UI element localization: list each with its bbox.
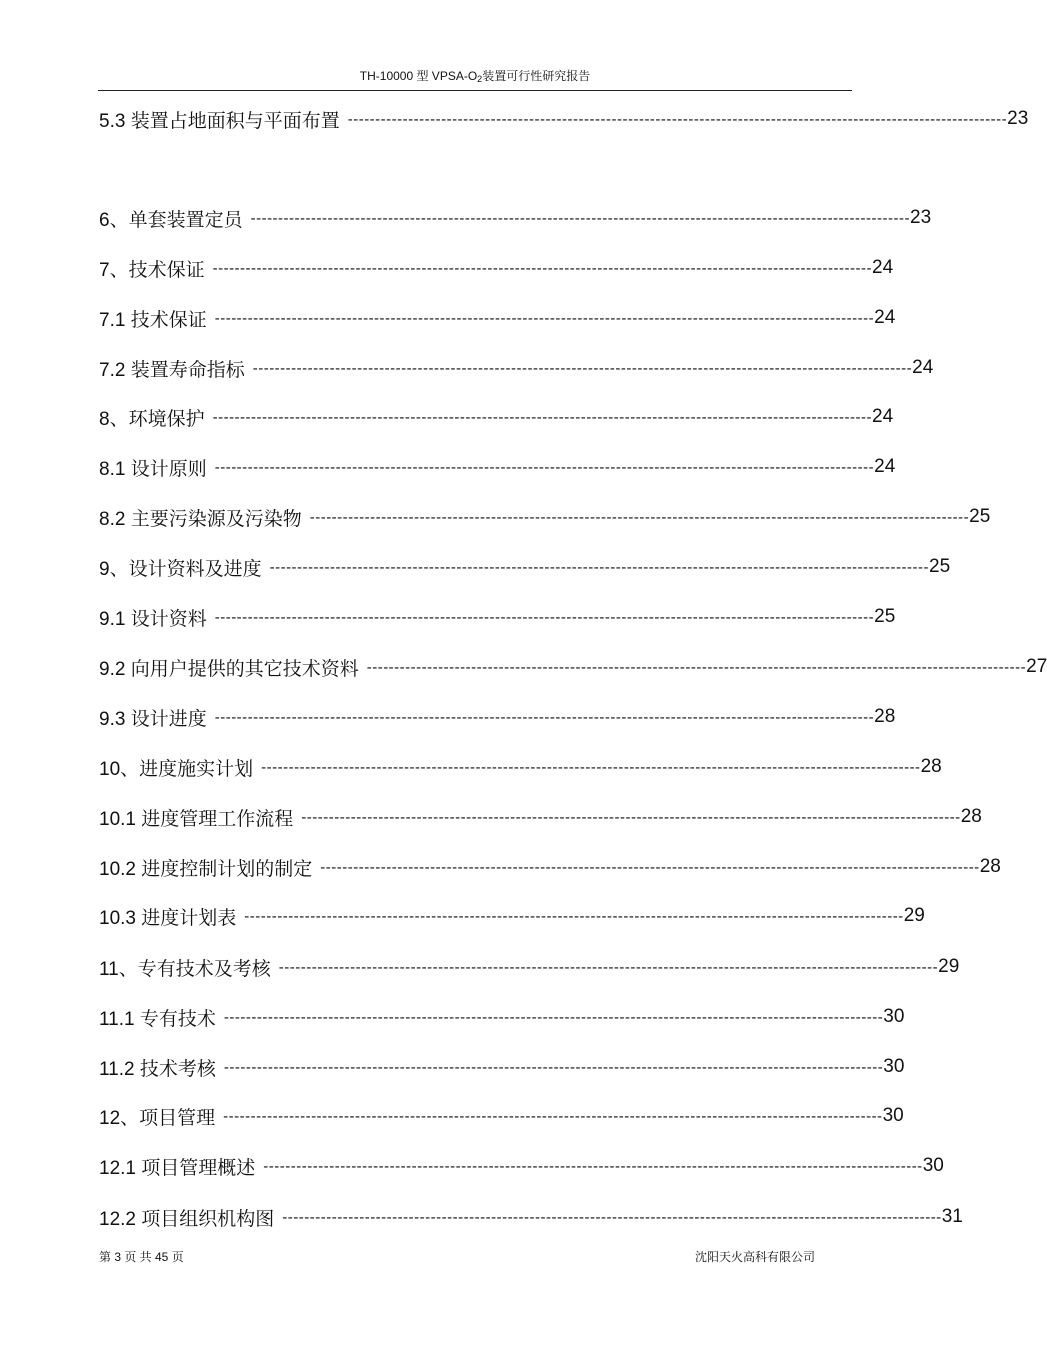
toc-entry-title: 12.2 项目组织机构图 — [99, 1208, 275, 1230]
toc-entry-title: 6、单套装置定员 — [99, 209, 243, 231]
toc-entry-title: 9.3 设计进度 — [99, 708, 207, 730]
toc-entry-title: 8、环境保护 — [99, 408, 205, 430]
toc-entry-page: 29 — [938, 956, 960, 977]
toc-entry-page: 24 — [912, 357, 934, 378]
footer-page-info: 第 3 页 共 45 页 — [99, 1250, 184, 1264]
toc-dot-leader: ------------------------------------------------------------------------------------------------------------------------ — [214, 309, 875, 327]
toc-entry-title: 8.1 设计原则 — [99, 458, 207, 480]
toc-dot-leader: ------------------------------------------------------------------------------------------------------------------------ — [212, 408, 872, 426]
toc-entry-5-3[interactable] — [99, 105, 1029, 133]
toc-entry-title: 7.2 装置寿命指标 — [99, 359, 245, 381]
toc-entry-page: 28 — [960, 806, 982, 827]
toc-entry-12-2[interactable] — [99, 1203, 963, 1231]
table-of-contents — [99, 0, 1047, 1260]
toc-entry-10-3[interactable] — [99, 902, 925, 930]
toc-entry-title: 11、专有技术及考核 — [99, 958, 271, 980]
toc-dot-leader: ------------------------------------------------------------------------------------------------------------------------ — [263, 1157, 923, 1175]
toc-dot-leader: ------------------------------------------------------------------------------------------------------------------------ — [252, 359, 913, 377]
header-title-prefix: TH-10000 型 VPSA-O — [359, 69, 478, 83]
toc-dot-leader: ------------------------------------------------------------------------------------------------------------------------ — [244, 907, 904, 925]
header-title-suffix: 装置可行性研究报告 — [482, 69, 591, 83]
toc-entry-title: 12、项目管理 — [99, 1107, 216, 1129]
toc-entry-page: 30 — [883, 1006, 905, 1027]
toc-entry-title: 11.2 技术考核 — [99, 1058, 216, 1080]
toc-dot-leader: ------------------------------------------------------------------------------------------------------------------------ — [250, 209, 910, 227]
toc-entry-page: 25 — [929, 556, 951, 577]
toc-dot-leader: ------------------------------------------------------------------------------------------------------------------------ — [223, 1058, 884, 1076]
toc-entry-11-2[interactable] — [99, 1053, 905, 1081]
toc-dot-leader: ------------------------------------------------------------------------------------------------------------------------ — [366, 658, 1027, 676]
toc-entry-title: 5.3 装置占地面积与平面布置 — [99, 110, 340, 132]
toc-entry-title: 9.2 向用户提供的其它技术资料 — [99, 658, 359, 680]
toc-entry-page: 31 — [941, 1206, 963, 1227]
toc-entry-title: 10.1 进度管理工作流程 — [99, 808, 294, 830]
toc-dot-leader: ------------------------------------------------------------------------------------------------------------------------ — [269, 558, 929, 576]
toc-entry-9-3[interactable] — [99, 703, 896, 731]
toc-entry-title: 7.1 技术保证 — [99, 309, 207, 331]
toc-entry-page: 30 — [882, 1105, 904, 1126]
toc-entry-title: 7、技术保证 — [99, 259, 205, 281]
toc-entry-title: 12.1 项目管理概述 — [99, 1157, 256, 1179]
toc-entry-8-1[interactable] — [99, 453, 896, 481]
toc-entry-6[interactable] — [99, 204, 932, 232]
toc-entry-11-1[interactable] — [99, 1003, 905, 1031]
toc-entry-9[interactable] — [99, 553, 951, 581]
toc-entry-7-2[interactable] — [99, 354, 934, 382]
toc-entry-page: 30 — [922, 1155, 944, 1176]
toc-entry-10-1[interactable] — [99, 803, 982, 831]
toc-entry-7-1[interactable] — [99, 304, 896, 332]
toc-entry-page: 29 — [903, 905, 925, 926]
toc-entry-title: 10、进度施实计划 — [99, 758, 254, 780]
toc-entry-page: 24 — [874, 456, 896, 477]
toc-entry-page: 25 — [969, 506, 991, 527]
toc-entry-11[interactable] — [99, 953, 960, 981]
toc-dot-leader: ------------------------------------------------------------------------------------------------------------------------ — [214, 458, 875, 476]
toc-entry-page: 24 — [874, 307, 896, 328]
toc-entry-7[interactable] — [99, 254, 894, 282]
toc-entry-10-2[interactable] — [99, 853, 1001, 881]
toc-entry-8[interactable] — [99, 403, 894, 431]
toc-entry-title: 10.3 进度计划表 — [99, 907, 237, 929]
toc-entry-9-1[interactable] — [99, 603, 896, 631]
toc-entry-page: 30 — [883, 1056, 905, 1077]
toc-entry-10[interactable] — [99, 753, 942, 781]
toc-entry-12-1[interactable] — [99, 1152, 944, 1180]
footer-company: 沈阳天火高科有限公司 — [694, 1250, 815, 1264]
toc-dot-leader: ------------------------------------------------------------------------------------------------------------------------ — [301, 808, 961, 826]
toc-entry-title: 8.2 主要污染源及污染物 — [99, 508, 302, 530]
toc-entry-title: 11.1 专有技术 — [99, 1008, 216, 1030]
toc-dot-leader: ------------------------------------------------------------------------------------------------------------------------ — [214, 608, 875, 626]
toc-dot-leader: ------------------------------------------------------------------------------------------------------------------------ — [320, 858, 980, 876]
toc-entry-page: 23 — [1007, 108, 1029, 129]
toc-entry-page: 25 — [874, 606, 896, 627]
toc-entry-12[interactable] — [99, 1102, 904, 1130]
toc-entry-page: 28 — [979, 856, 1001, 877]
toc-entry-page: 27 — [1026, 656, 1047, 677]
toc-dot-leader: ------------------------------------------------------------------------------------------------------------------------ — [278, 958, 939, 976]
header-title-subscript: 2 — [477, 74, 483, 84]
toc-dot-leader: ------------------------------------------------------------------------------------------------------------------------ — [282, 1208, 942, 1226]
toc-entry-page: 23 — [910, 207, 932, 228]
toc-entry-8-2[interactable] — [99, 503, 991, 531]
toc-dot-leader: ------------------------------------------------------------------------------------------------------------------------ — [214, 708, 875, 726]
toc-dot-leader: ------------------------------------------------------------------------------------------------------------------------ — [309, 508, 970, 526]
toc-entry-page: 28 — [920, 756, 942, 777]
toc-dot-leader: ------------------------------------------------------------------------------------------------------------------------ — [223, 1008, 884, 1026]
toc-dot-leader: ------------------------------------------------------------------------------------------------------------------------ — [223, 1107, 883, 1125]
toc-entry-title: 9.1 设计资料 — [99, 608, 207, 630]
toc-dot-leader: ------------------------------------------------------------------------------------------------------------------------ — [261, 758, 921, 776]
toc-entry-title: 10.2 进度控制计划的制定 — [99, 858, 313, 880]
toc-dot-leader: ------------------------------------------------------------------------------------------------------------------------ — [212, 259, 872, 277]
toc-entry-9-2[interactable] — [99, 653, 1047, 681]
toc-entry-page: 24 — [872, 257, 894, 278]
toc-dot-leader: ------------------------------------------------------------------------------------------------------------------------ — [347, 110, 1008, 128]
toc-entry-title: 9、设计资料及进度 — [99, 558, 262, 580]
toc-entry-page: 24 — [872, 406, 894, 427]
toc-entry-page: 28 — [874, 706, 896, 727]
